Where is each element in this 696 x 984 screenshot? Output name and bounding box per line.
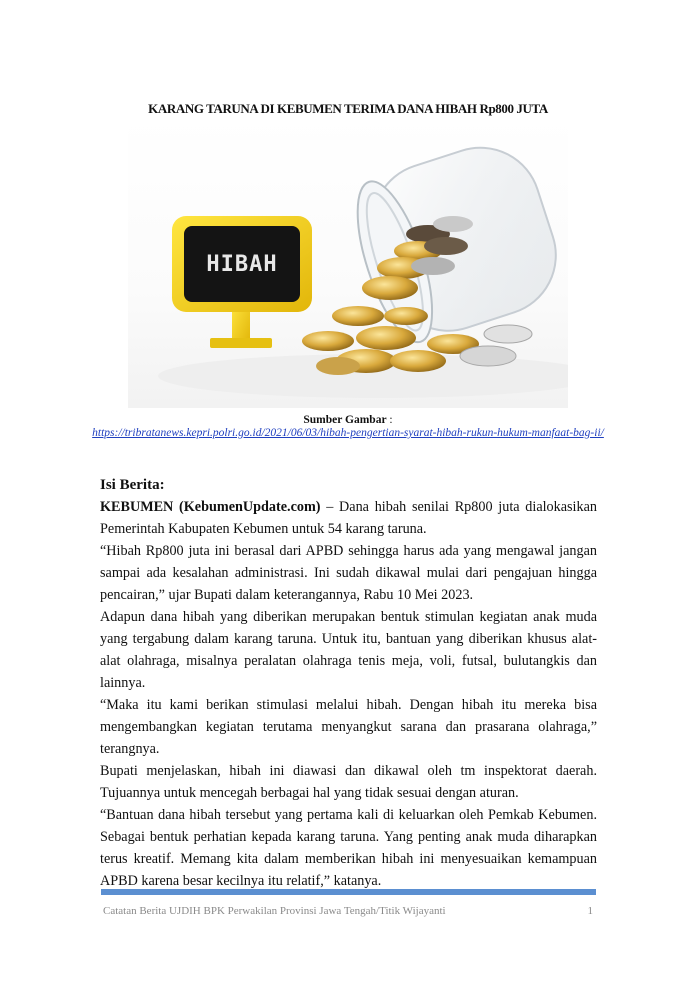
footer-text: Catatan Berita UJDIH BPK Perwakilan Provinsi Jawa Tengah/Titik Wijayanti bbox=[103, 905, 446, 917]
article-title: KARANG TARUNA DI KEBUMEN TERIMA DANA HIBAH Rp800 JUTA bbox=[148, 101, 548, 116]
page-footer bbox=[103, 905, 593, 917]
dateline: KEBUMEN (KebumenUpdate.com) bbox=[100, 499, 321, 515]
paragraph: “Bantuan dana hibah tersebut yang pertama kali di keluarkan oleh Pemkab Kebumen. Sebagai bentuk perhatian kepada karang taruna. Yang penting anak muda diharapkan terus kreatif. Memang kita dalam memberikan hibah ini menyesuaikan kemampuan APBD karena besar kecilnya itu relatif,” katanya. bbox=[100, 807, 597, 889]
page-number: 1 bbox=[587, 905, 593, 917]
lead-paragraph bbox=[100, 496, 597, 540]
caption-separator: : bbox=[386, 414, 393, 426]
article-body bbox=[100, 474, 597, 892]
paragraph: “Maka itu kami berikan stimulasi melalui hibah. Dengan hibah itu mereka bisa mengembangkan kegiatan terutama menyangkut sarana dan prasarana olahraga,” terangnya. bbox=[100, 697, 597, 757]
paragraph: “Hibah Rp800 juta ini berasal dari APBD sehingga harus ada yang mengawal jangan sampai ada kesalahan administrasi. Ini sudah dikawal mulai dari pengajuan hingga pencairan,” ujar Bupati dalam keterangannya, Rabu 10 Mei 2023. bbox=[100, 543, 597, 603]
paragraph: Adapun dana hibah yang diberikan merupakan bentuk stimulan kegiatan anak muda yang tergabung dalam karang taruna. Untuk itu, bantuan yang diberikan khusus alat-alat olahraga, misalnya peralatan olahraga tenis meja, voli, futsal, bulutangkis dan lainnya. bbox=[100, 609, 597, 691]
hibah-jar-illustration bbox=[128, 116, 568, 408]
lead-text: – Dana hibah senilai Rp800 juta dialokasikan Pemerintah Kabupaten Kebumen untuk 54 karang taruna. bbox=[100, 499, 597, 537]
paragraph: Bupati menjelaskan, hibah ini diawasi dan dikawal oleh tm inspektorat daerah. Tujuannya untuk mencegah berbagai hal yang tidak sesuai dengan aturan. bbox=[100, 763, 597, 801]
image-caption bbox=[80, 414, 616, 440]
section-heading: Isi Berita: bbox=[100, 477, 165, 493]
caption-source-link[interactable]: https://tribratanews.kepri.polri.go.id/2021/06/03/hibah-pengertian-syarat-hibah-rukun-hukum-manfaat-bag-ii/ bbox=[92, 427, 604, 439]
sign-text: HIBAH bbox=[206, 252, 278, 277]
footer-divider bbox=[101, 889, 596, 895]
caption-label: Sumber Gambar bbox=[303, 414, 387, 426]
article-photo bbox=[128, 116, 568, 408]
